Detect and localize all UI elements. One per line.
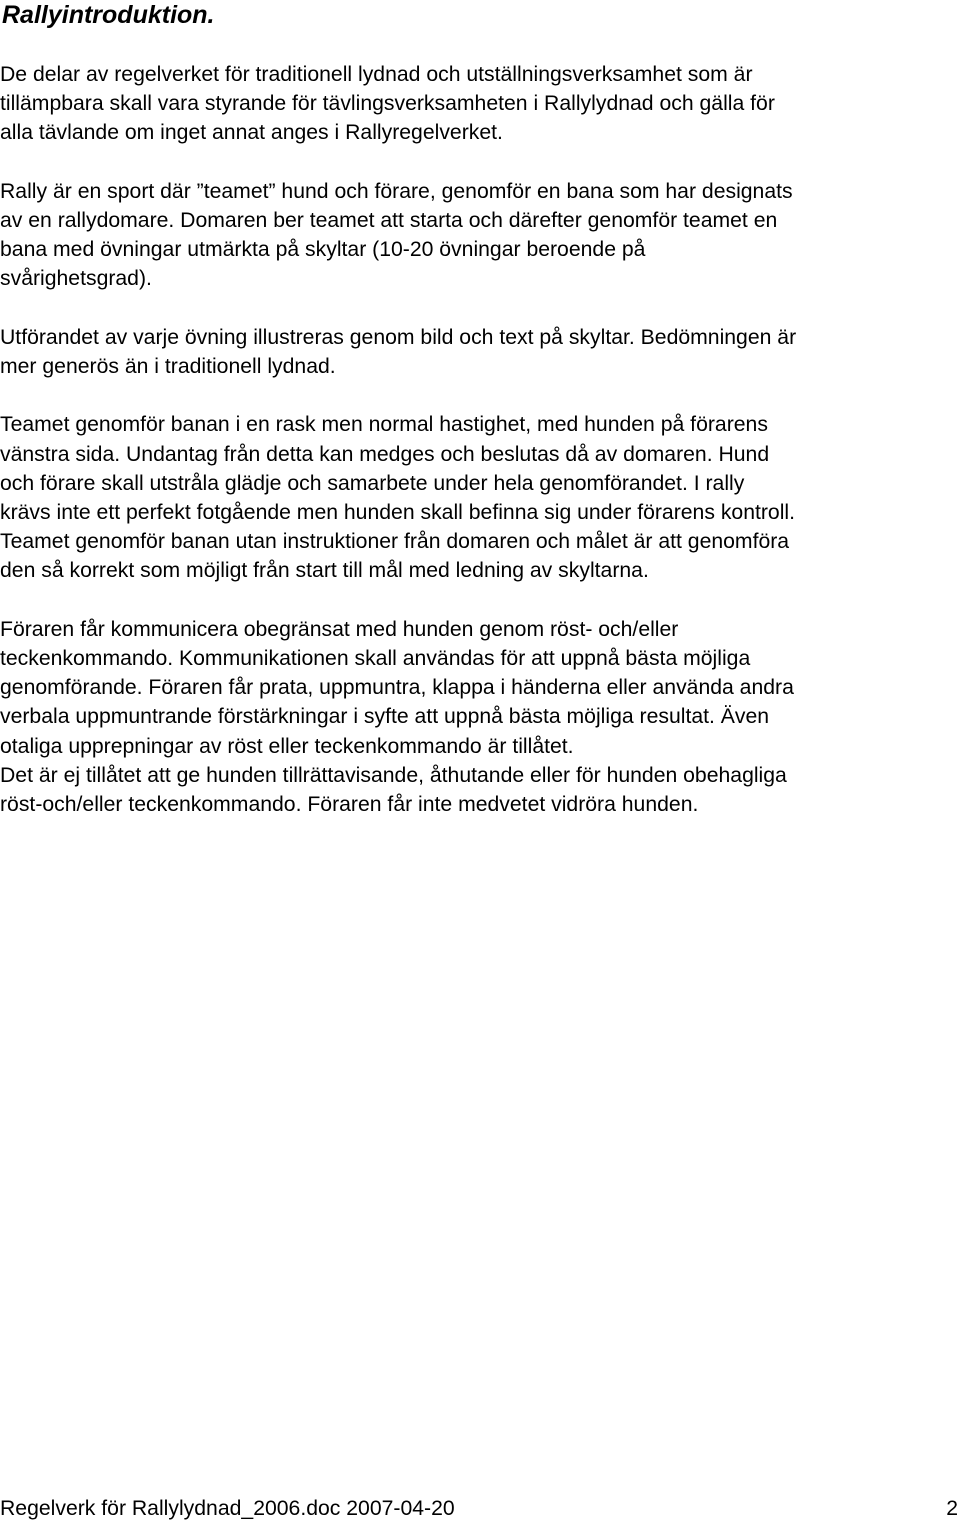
text-line: Teamet genomför banan utan instruktioner från domaren och målet är att genomföra xyxy=(0,530,790,554)
text-line: Teamet genomför banan i en rask men normal hastighet, med hunden på förarens xyxy=(0,413,768,437)
text-line: Det är ej tillåtet att ge hunden tillrättavisande, åthutande eller för hunden obehagliga xyxy=(0,763,787,787)
text-line: otaliga upprepningar av röst eller teckenkommando är tillåtet. xyxy=(0,734,574,758)
paragraph-prohibitions xyxy=(0,761,960,819)
paragraph-communication xyxy=(0,615,960,761)
text-line: och förare skall utstråla glädje och samarbete under hela genomförandet. I rally xyxy=(0,471,745,495)
text-line: teckenkommando. Kommunikationen skall användas för att uppnå bästa möjliga xyxy=(0,647,751,670)
text-line: bana med övningar utmärkta på skyltar (10-20 övningar beroende på xyxy=(0,238,646,262)
text-line: av en rallydomare. Domaren ber teamet att starta och därefter genomför teamet en xyxy=(0,209,778,232)
footer-document-info: Regelverk för Rallylydnad_2006.doc 2007-04-20 xyxy=(0,1497,455,1520)
text-line: röst-och/eller teckenkommando. Föraren får inte medvetet vidröra hunden. xyxy=(0,793,699,817)
text-line: vänstra sida. Undantag från detta kan medges och beslutas då av domaren. Hund xyxy=(0,442,770,466)
document-title: Rallyintroduktion. xyxy=(2,1,215,29)
paragraph-course xyxy=(0,410,960,585)
text-line: verbala uppmuntrande förstärkningar i syfte att uppnå bästa möjliga resultat. Även xyxy=(0,705,770,729)
paragraph-execution xyxy=(0,323,960,381)
text-line: Rally är en sport där ”teamet” hund och förare, genomför en bana som har designats xyxy=(0,179,793,203)
text-line: mer generös än i traditionell lydnad. xyxy=(0,355,336,378)
text-line: genomförande. Föraren får prata, uppmuntra, klappa i händerna eller använda andra xyxy=(0,676,794,700)
text-line: Föraren får kommunicera obegränsat med hunden genom röst- och/eller xyxy=(0,617,679,641)
text-line: alla tävlande om inget annat anges i Rallyregelverket. xyxy=(0,121,503,145)
text-line: svårighetsgrad). xyxy=(0,267,152,291)
paragraph-scope xyxy=(0,60,960,148)
text-line: den så korrekt som möjligt från start till mål med ledning av skyltarna. xyxy=(0,559,649,583)
text-line: Utförandet av varje övning illustreras genom bild och text på skyltar. Bedömningen är xyxy=(0,325,797,349)
paragraph-definition xyxy=(0,177,960,294)
text-line: De delar av regelverket för traditionell lydnad och utställningsverksamhet som är xyxy=(0,63,753,86)
document-body xyxy=(0,60,960,819)
text-line: tillämpbara skall vara styrande för tävlingsverksamheten i Rallylydnad och gälla för xyxy=(0,92,775,116)
text-line: krävs inte ett perfekt fotgående men hunden skall befinna sig under förarens kontroll. xyxy=(0,501,796,524)
page-number: 2 xyxy=(946,1497,958,1520)
